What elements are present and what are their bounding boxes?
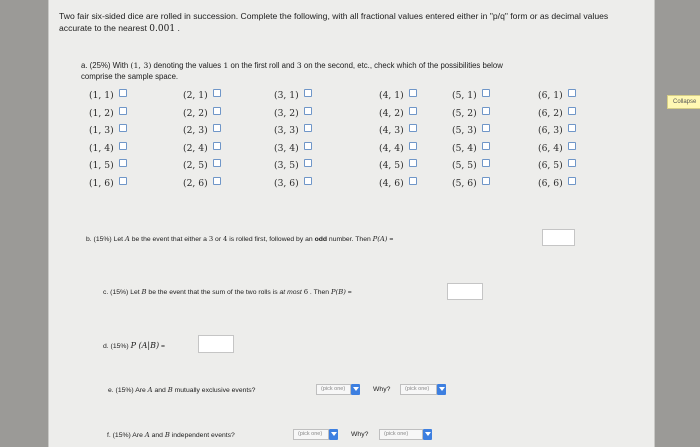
outcome-checkbox[interactable] bbox=[568, 89, 576, 97]
instructions-line2: accurate to the nearest 0.001 . bbox=[59, 23, 180, 34]
chevron-down-icon[interactable] bbox=[351, 384, 360, 395]
part-d-prompt: d. (15%) P (A|B) = bbox=[103, 341, 165, 350]
outcome-option bbox=[452, 124, 490, 141]
outcome-label: (2, 1) bbox=[183, 90, 208, 101]
outcome-checkbox[interactable] bbox=[482, 89, 490, 97]
outcome-option bbox=[274, 159, 312, 176]
part-b-answer-input[interactable] bbox=[542, 229, 575, 246]
part-f-prompt: f. (15%) Are A and B independent events? bbox=[107, 431, 235, 439]
outcome-checkbox[interactable] bbox=[482, 177, 490, 185]
outcome-option bbox=[452, 89, 490, 106]
outcome-checkbox[interactable] bbox=[409, 107, 417, 115]
precision-value: 0.001 bbox=[149, 24, 176, 34]
outcome-option bbox=[89, 124, 127, 141]
outcome-checkbox[interactable] bbox=[409, 124, 417, 132]
outcome-label: (2, 2) bbox=[183, 107, 208, 119]
instructions-line1: Two fair six-sided dice are rolled in succession. Complete the following, with all fractional values entered either in "p/q" form or as decimal values bbox=[59, 11, 609, 21]
outcome-label: (4, 6) bbox=[379, 178, 404, 189]
chevron-down-icon[interactable] bbox=[437, 384, 446, 395]
instructions bbox=[59, 10, 619, 35]
outcome-label: (6, 2) bbox=[538, 107, 563, 119]
outcome-label: (6, 5) bbox=[538, 160, 563, 172]
outcome-checkbox[interactable] bbox=[482, 159, 490, 167]
outcome-option bbox=[183, 89, 221, 106]
part-b-prompt: b. (15%) Let A be the event that either a 3 or 4 is rolled first, followed by an odd number. Then P(A) = bbox=[86, 235, 394, 243]
outcome-label: (4, 1) bbox=[379, 90, 404, 101]
outcome-checkbox[interactable] bbox=[213, 107, 221, 115]
part-e-why-label: Why? bbox=[373, 386, 391, 393]
outcome-checkbox[interactable] bbox=[119, 159, 127, 167]
part-e-select-2[interactable]: (pick one) bbox=[400, 384, 437, 395]
outcome-label: (1, 1) bbox=[89, 90, 114, 101]
outcome-label: (5, 6) bbox=[452, 178, 477, 189]
outcome-checkbox[interactable] bbox=[304, 142, 312, 150]
outcome-option bbox=[538, 89, 576, 106]
outcome-option bbox=[452, 107, 490, 124]
outcome-option bbox=[274, 89, 312, 106]
outcome-checkbox[interactable] bbox=[213, 159, 221, 167]
outcome-checkbox[interactable] bbox=[482, 107, 490, 115]
outcome-option bbox=[183, 177, 221, 194]
outcome-checkbox[interactable] bbox=[213, 89, 221, 97]
outcome-label: (3, 2) bbox=[274, 107, 299, 119]
outcome-checkbox[interactable] bbox=[119, 107, 127, 115]
outcome-checkbox[interactable] bbox=[409, 159, 417, 167]
outcome-checkbox[interactable] bbox=[213, 177, 221, 185]
outcome-checkbox[interactable] bbox=[119, 124, 127, 132]
outcome-checkbox[interactable] bbox=[213, 142, 221, 150]
outcome-label: (4, 4) bbox=[379, 142, 404, 154]
outcome-label: (6, 3) bbox=[538, 125, 563, 137]
outcome-option bbox=[89, 159, 127, 176]
outcome-checkbox[interactable] bbox=[568, 142, 576, 150]
outcome-option bbox=[89, 142, 127, 159]
outcome-option bbox=[183, 142, 221, 159]
outcome-checkbox[interactable] bbox=[304, 107, 312, 115]
outcome-label: (3, 4) bbox=[274, 142, 299, 154]
outcome-checkbox[interactable] bbox=[119, 142, 127, 150]
outcome-label: (5, 5) bbox=[452, 160, 477, 172]
outcome-option bbox=[379, 124, 417, 141]
outcome-checkbox[interactable] bbox=[568, 177, 576, 185]
part-f-select-1[interactable]: (pick one) bbox=[293, 429, 329, 440]
outcome-label: (1, 5) bbox=[89, 160, 114, 172]
part-a-prompt: a. (25%) With (1, 3) denoting the values 1 on the first roll and 3 on the second, etc., check which of the possibilities below comprise the sample space. bbox=[81, 61, 503, 81]
outcome-label: (4, 2) bbox=[379, 107, 404, 119]
outcome-checkbox[interactable] bbox=[304, 177, 312, 185]
outcome-label: (4, 5) bbox=[379, 160, 404, 172]
outcome-label: (1, 4) bbox=[89, 142, 114, 154]
outcome-label: (5, 4) bbox=[452, 142, 477, 154]
part-c-answer-input[interactable] bbox=[447, 283, 483, 300]
outcome-option bbox=[452, 159, 490, 176]
outcome-checkbox[interactable] bbox=[213, 124, 221, 132]
part-e-prompt: e. (15%) Are A and B mutually exclusive events? bbox=[108, 386, 256, 394]
part-f-why-label: Why? bbox=[351, 431, 369, 438]
outcome-option bbox=[89, 177, 127, 194]
chevron-down-icon[interactable] bbox=[329, 429, 338, 440]
outcome-option bbox=[379, 159, 417, 176]
outcome-option bbox=[379, 177, 417, 194]
outcome-option bbox=[452, 142, 490, 159]
outcome-label: (6, 1) bbox=[538, 90, 563, 101]
outcome-label: (2, 6) bbox=[183, 178, 208, 189]
chevron-down-icon[interactable] bbox=[423, 429, 432, 440]
outcome-option bbox=[538, 142, 576, 159]
outcome-option bbox=[538, 177, 576, 194]
outcome-option bbox=[538, 159, 576, 176]
outcome-label: (6, 6) bbox=[538, 178, 563, 189]
part-f-select-2[interactable]: (pick one) bbox=[379, 429, 423, 440]
outcome-option bbox=[379, 107, 417, 124]
outcome-checkbox[interactable] bbox=[304, 124, 312, 132]
outcome-checkbox[interactable] bbox=[568, 159, 576, 167]
outcome-option bbox=[89, 107, 127, 124]
outcome-label: (2, 4) bbox=[183, 142, 208, 154]
outcome-label: (2, 5) bbox=[183, 160, 208, 172]
outcome-option bbox=[538, 107, 576, 124]
outcome-option bbox=[274, 107, 312, 124]
outcome-label: (5, 2) bbox=[452, 107, 477, 119]
outcome-option bbox=[274, 177, 312, 194]
outcome-checkbox[interactable] bbox=[482, 142, 490, 150]
outcome-checkbox[interactable] bbox=[119, 89, 127, 97]
outcome-option bbox=[274, 142, 312, 159]
outcome-option bbox=[452, 177, 490, 194]
outcome-checkbox[interactable] bbox=[119, 177, 127, 185]
outcome-label: (3, 3) bbox=[274, 125, 299, 137]
outcome-option bbox=[183, 159, 221, 176]
outcome-label: (3, 6) bbox=[274, 178, 299, 189]
outcome-option bbox=[538, 124, 576, 141]
part-d-answer-input[interactable] bbox=[198, 335, 234, 353]
outcome-label: (1, 6) bbox=[89, 178, 114, 189]
outcome-label: (4, 3) bbox=[379, 125, 404, 137]
outcome-label: (2, 3) bbox=[183, 125, 208, 137]
outcome-checkbox[interactable] bbox=[568, 124, 576, 132]
outcome-checkbox[interactable] bbox=[409, 177, 417, 185]
outcome-checkbox[interactable] bbox=[409, 142, 417, 150]
outcome-option bbox=[183, 124, 221, 141]
outcome-label: (5, 1) bbox=[452, 90, 477, 101]
outcome-label: (3, 5) bbox=[274, 160, 299, 172]
part-c-prompt: c. (15%) Let B be the event that the sum of the two rolls is at most 6 . Then P(B) = bbox=[103, 288, 352, 296]
outcome-label: (5, 3) bbox=[452, 125, 477, 137]
outcome-checkbox[interactable] bbox=[304, 159, 312, 167]
outcome-option bbox=[274, 124, 312, 141]
outcome-checkbox[interactable] bbox=[304, 89, 312, 97]
outcome-label: (6, 4) bbox=[538, 142, 563, 154]
outcome-label: (1, 3) bbox=[89, 125, 114, 137]
outcome-option bbox=[183, 107, 221, 124]
outcome-label: (1, 2) bbox=[89, 107, 114, 119]
outcome-checkbox[interactable] bbox=[409, 89, 417, 97]
outcome-checkbox[interactable] bbox=[482, 124, 490, 132]
outcome-option bbox=[379, 142, 417, 159]
collapse-tab[interactable]: Collapse bbox=[667, 95, 700, 109]
outcome-checkbox[interactable] bbox=[568, 107, 576, 115]
outcome-label: (3, 1) bbox=[274, 90, 299, 101]
part-e-select-1[interactable]: (pick one) bbox=[316, 384, 351, 395]
outcome-option bbox=[379, 89, 417, 106]
problem-sheet bbox=[48, 0, 655, 447]
outcome-option bbox=[89, 89, 127, 106]
